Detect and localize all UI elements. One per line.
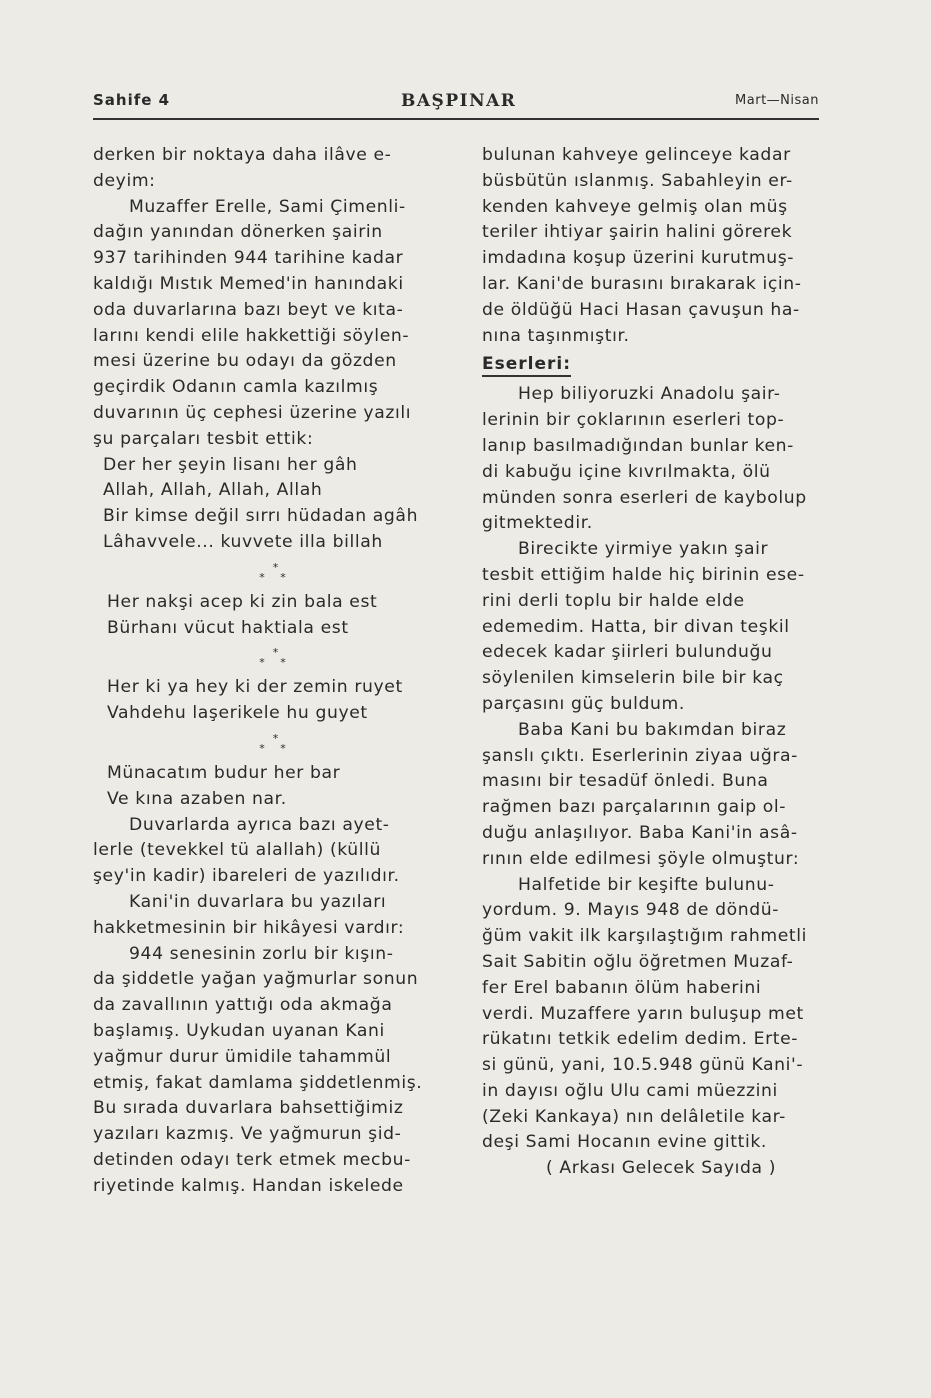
text-line: da şiddetle yağan yağmurlar sonun	[93, 969, 419, 990]
text-line: yazıları kazmış. Ve yağmurun şid-	[93, 1124, 402, 1145]
text-line: de öldüğü Haci Hasan çavuşun ha-	[482, 299, 800, 320]
verse-line: Bürhanı vücut haktiala est	[107, 617, 349, 638]
text-line: deyim:	[93, 170, 156, 191]
text-line: şanslı çıktı. Eserlerinin ziyaa uğra-	[482, 745, 798, 766]
asterism-top: *	[272, 646, 279, 660]
paragraph	[482, 143, 840, 349]
text-line: hakketmesinin bir hikâyesi vardır:	[93, 917, 405, 938]
text-line: 944 senesinin zorlu bir kışın-	[129, 943, 394, 964]
text-line: 937 tarihinden 944 tarihine kadar	[93, 248, 404, 269]
text-line: bulunan kahveye gelinceye kadar	[482, 145, 791, 165]
text-line: di kabuğu içine kıvrılmakta, ölü	[482, 461, 771, 482]
text-line: deşi Sami Hocanın evine gittik.	[482, 1132, 767, 1153]
section-heading	[482, 349, 840, 382]
text-line: Duvarlarda ayrıca bazı ayet-	[129, 814, 390, 835]
asterism-bottom: * *	[259, 570, 292, 584]
verse-line: Der her şeyin lisanı her gâh	[103, 454, 358, 475]
continuation-note: ( Arkası Gelecek Sayıda )	[545, 1158, 777, 1179]
text-line: büsbütün ıslanmış. Sabahleyin er-	[482, 170, 793, 191]
text-line: Baba Kani bu bakımdan biraz	[518, 719, 787, 740]
poem-stanza	[93, 761, 458, 813]
text-line: fer Erel babanın ölüm haberini	[482, 977, 762, 998]
text-line: yordum. 9. Mayıs 948 de döndü-	[482, 900, 780, 921]
right-column	[482, 143, 840, 1182]
text-line: Hep biliyoruzki Anadolu şair-	[518, 384, 781, 405]
text-line: gitmektedir.	[482, 513, 593, 534]
paragraph	[93, 942, 458, 1200]
paragraph	[482, 718, 840, 873]
paragraph	[482, 537, 840, 718]
text-line: kaldığı Mıstık Memed'in hanındaki	[93, 273, 404, 294]
paragraph	[93, 890, 458, 942]
page-number: Sahife 4	[93, 91, 171, 109]
text-line: in dayısı oğlu Ulu cami müezzini	[482, 1080, 778, 1101]
text-line: rükatını tetkik edelim dedim. Erte-	[482, 1029, 799, 1050]
paragraph	[482, 873, 840, 1157]
text-line: da zavallının yattığı oda akmağa	[93, 995, 393, 1016]
verse-line: Lâhavvele... kuvvete illa billah	[103, 531, 383, 552]
text-line: masını bir tesadüf önledi. Buna	[482, 771, 769, 792]
text-line: si günü, yani, 10.5.948 günü Kani'-	[482, 1055, 804, 1076]
text-line: şey'in kadir) ibareleri de yazılıdır.	[93, 866, 400, 887]
issue-date: Mart—Nisan	[735, 93, 819, 108]
text-line: Muzaffer Erelle, Sami Çimenli-	[129, 196, 406, 217]
text-line: rağmen bazı parçalarının gaip ol-	[482, 797, 787, 818]
text-line: rının elde edilmesi şöyle olmuştur:	[482, 848, 800, 869]
verse-line: Allah, Allah, Allah, Allah	[103, 480, 323, 501]
text-line: duğu anlaşılıyor. Baba Kani'in asâ-	[482, 822, 798, 843]
text-line: lerle (tevekkel tü alallah) (küllü	[93, 840, 382, 861]
asterism-top: *	[272, 731, 279, 745]
section-heading-text: Eserleri:	[482, 354, 571, 377]
asterism-divider	[93, 641, 458, 675]
text-line: lerinin bir çoklarının eserleri top-	[482, 410, 785, 431]
text-line: oda duvarlarına bazı beyt ve kıta-	[93, 299, 404, 320]
text-line: edemedim. Hatta, bir divan teşkil	[482, 616, 790, 637]
text-line: edecek kadar şiirleri bulunduğu	[482, 642, 773, 663]
text-line: lanıp basılmadığından bunlar ken-	[482, 435, 794, 456]
text-line: dağın yanından dönerken şairin	[93, 222, 383, 243]
page-header	[93, 91, 819, 121]
verse-line: Bir kimse değil sırrı hüdadan agâh	[103, 506, 419, 527]
asterism-bottom: * *	[259, 741, 292, 755]
paragraph	[93, 813, 458, 890]
text-line: ğüm vakit ilk karşılaştığım rahmetli	[482, 926, 807, 947]
text-line: (Zeki Kankaya) nın delâletile kar-	[482, 1106, 786, 1127]
text-line: etmiş, fakat damlama şiddetlenmiş.	[93, 1072, 423, 1093]
text-line: Halfetide bir keşifte bulunu-	[518, 874, 775, 895]
text-line: münden sonra eserleri de kaybolup	[482, 487, 807, 508]
text-line: yağmur durur ümidile tahammül	[93, 1046, 392, 1067]
poem-stanza	[93, 590, 458, 642]
verse-line: Ve kına azaben nar.	[107, 788, 287, 809]
text-line: derken bir noktaya daha ilâve e-	[93, 145, 392, 165]
text-line: imdadına koşup üzerini kurutmuş-	[482, 248, 795, 269]
paragraph	[93, 143, 458, 195]
paragraph	[482, 382, 840, 537]
text-line: Sait Sabitin oğlu öğretmen Muzaf-	[482, 951, 794, 972]
publication-title: BAŞPINAR	[401, 91, 517, 111]
text-line: duvarının üç cephesi üzerine yazılı	[93, 402, 412, 423]
verse-line: Her ki ya hey ki der zemin ruyet	[107, 677, 403, 698]
verse-line: Her nakşi acep ki zin bala est	[107, 591, 378, 612]
paragraph	[93, 195, 458, 453]
text-line: riyetinde kalmış. Handan iskelede	[93, 1175, 404, 1196]
text-line: lar. Kani'de burasını bırakarak için-	[482, 273, 802, 294]
text-line: nına taşınmıştır.	[482, 325, 630, 346]
poem-stanza	[93, 453, 458, 556]
text-line: Bu sırada duvarlara bahsettiğimiz	[93, 1098, 404, 1119]
text-line: söylenilen kimselerin bile bir kaç	[482, 668, 784, 689]
verse-line: Vahdehu laşerikele hu guyet	[107, 703, 368, 724]
header-rule	[93, 118, 819, 120]
text-line: tesbit ettiğim halde hiç birinin ese-	[482, 564, 805, 585]
text-line: Kani'in duvarlara bu yazıları	[129, 891, 387, 912]
asterism-top: *	[272, 560, 279, 574]
text-line: mesi üzerine bu odayı da gözden	[93, 351, 397, 372]
verse-line: Münacatım budur her bar	[107, 762, 341, 783]
text-line: verdi. Muzaffere yarın buluşup met	[482, 1003, 804, 1024]
asterism-divider	[93, 556, 458, 590]
text-line: kenden kahveye gelmiş olan müş	[482, 196, 788, 217]
text-line: detinden odayı terk etmek mecbu-	[93, 1149, 411, 1170]
text-line: rini derli toplu bir halde elde	[482, 590, 745, 611]
text-line: Birecikte yirmiye yakın şair	[518, 539, 769, 560]
text-line: başlamış. Uykudan uyanan Kani	[93, 1020, 385, 1041]
text-line: teriler ihtiyar şairin halini görerek	[482, 222, 793, 243]
text-line: parçasını güç buldum.	[482, 693, 685, 714]
asterism-bottom: * *	[259, 656, 292, 670]
left-column	[93, 143, 458, 1199]
asterism-divider	[93, 727, 458, 761]
text-line: geçirdik Odanın camla kazılmış	[93, 377, 379, 398]
text-line: larını kendi elile hakkettiği söylen-	[93, 325, 410, 346]
poem-stanza	[93, 675, 458, 727]
text-line: şu parçaları tesbit ettik:	[93, 428, 314, 449]
